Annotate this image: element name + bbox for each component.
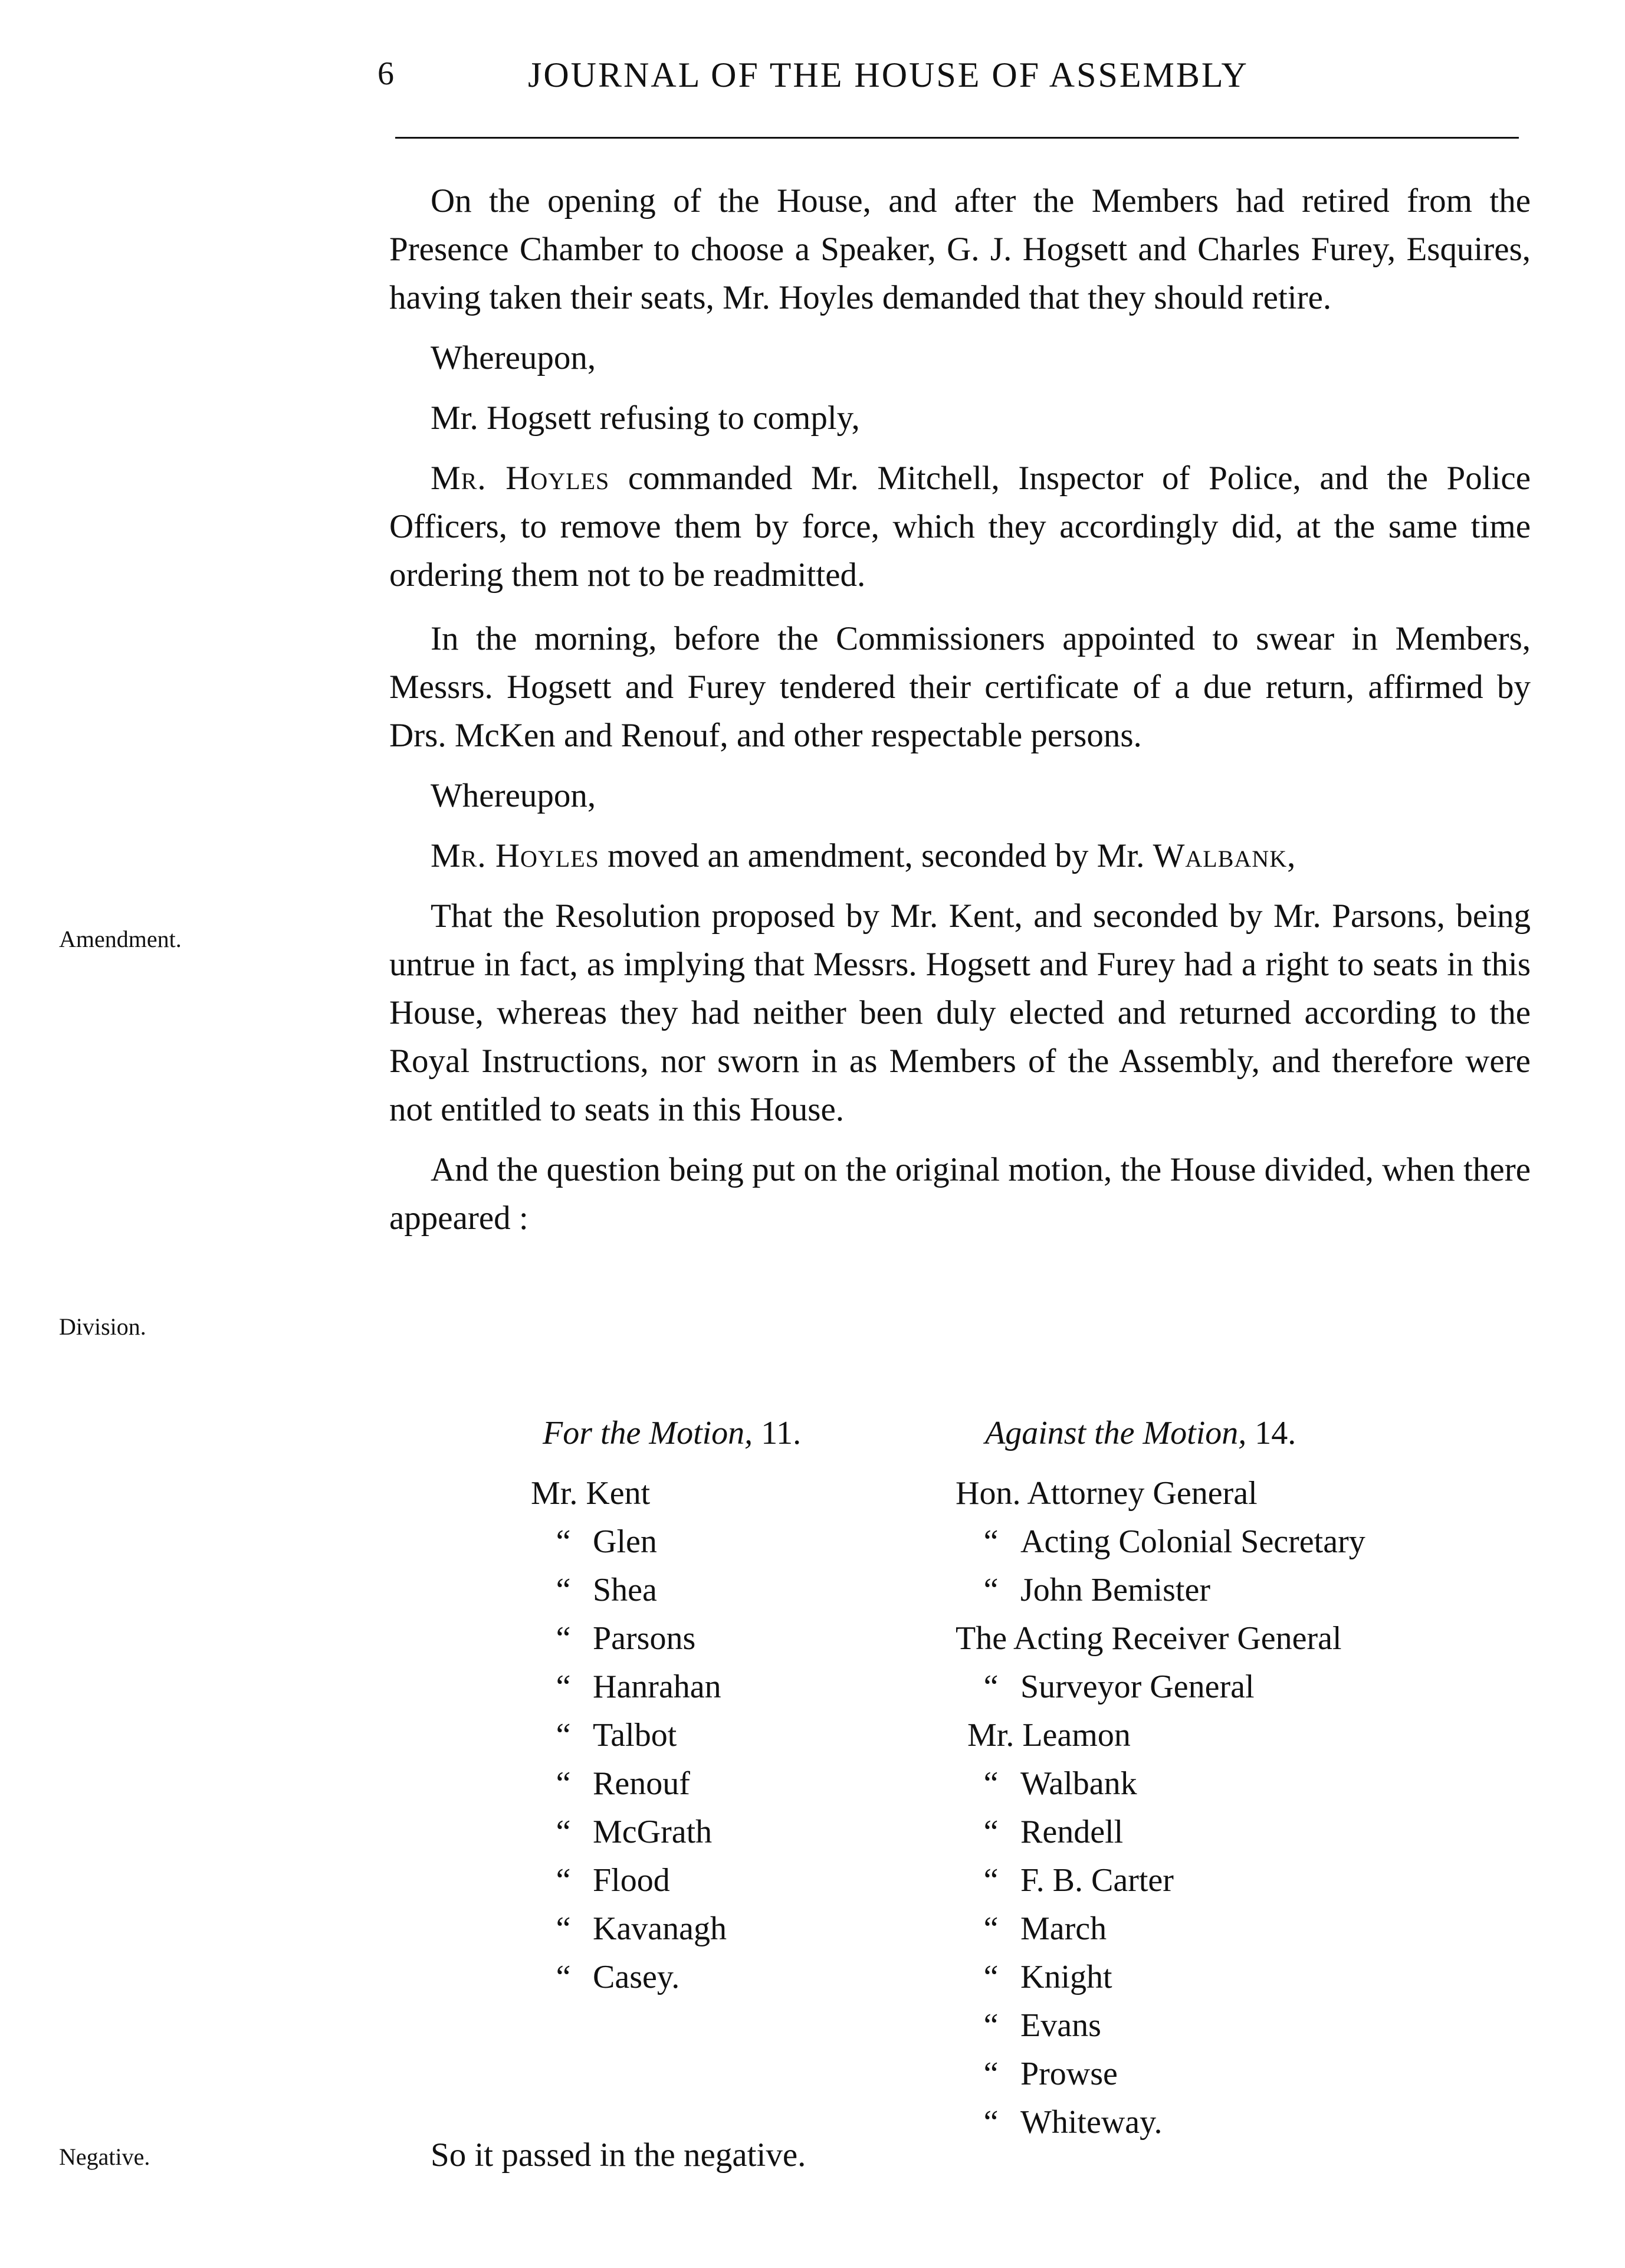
member-name: Whiteway.: [1020, 2104, 1163, 2141]
against-motion-heading: [956, 1409, 1504, 1457]
paragraph-opening: On the opening of the House, and after the Members had retired from the Presence Chamber to choose a Speaker, G. J. Hogsett and Charles Furey, Esquires, having taken their seats, Mr. Hoyles demanded that they should retire.: [389, 182, 1531, 316]
against-member: [956, 1953, 1504, 2001]
for-motion-column: [531, 1409, 914, 2001]
paragraph-question-put: And the question being put on the original motion, the House divided, when there appeared :: [389, 1151, 1531, 1237]
margin-note-division: Division.: [59, 1313, 146, 1340]
member-name: Hon. Attorney General: [956, 1475, 1258, 1512]
ditto-mark: “: [983, 1862, 999, 1899]
paragraph-text: ,: [1287, 837, 1296, 874]
paragraph-amendment-moved: [389, 832, 1531, 880]
member-name: March: [1020, 1910, 1107, 1947]
against-member: [956, 1759, 1504, 1808]
paragraph-whereupon-1: Whereupon,: [431, 339, 596, 376]
against-member: [956, 1905, 1504, 1953]
for-member: [531, 1905, 914, 1953]
ditto-mark: “: [983, 1910, 999, 1947]
paragraph-text: moved an amendment, seconded by Mr.: [599, 837, 1153, 874]
ditto-mark: “: [556, 1814, 571, 1850]
member-name: Acting Colonial Secretary: [1020, 1523, 1365, 1560]
seconder-name: Walbank: [1153, 837, 1288, 874]
paragraph-text: commanded Mr. Mitchell, Inspector of Police, and the Police Officers, to remove them by force, which they accordingly did, at the same time ordering them not to be readmitted.: [389, 460, 1531, 594]
member-name: Flood: [593, 1862, 670, 1899]
member-name: Walbank: [1020, 1765, 1137, 1802]
mover-name: Mr. Hoyles: [431, 837, 599, 874]
member-name: Renouf: [593, 1765, 690, 1802]
member-name: McGrath: [593, 1814, 713, 1850]
against-member: [956, 2098, 1504, 2146]
ditto-mark: “: [556, 1765, 571, 1802]
for-member: [531, 1953, 914, 2001]
for-member: [531, 1518, 914, 1566]
paragraph-morning: In the morning, before the Commissioners appointed to swear in Members, Messrs. Hogsett and Furey tendered their certificate of a due return, affirmed by Drs. McKen and Renouf, and other respectable persons.: [389, 620, 1531, 754]
against-motion-column: [956, 1409, 1504, 2146]
against-member: [956, 1469, 1504, 1518]
against-member: [956, 1856, 1504, 1905]
member-name: Rendell: [1020, 1814, 1124, 1850]
member-name: Casey.: [593, 1959, 680, 1995]
against-member: [956, 1566, 1504, 1614]
member-name: Glen: [593, 1523, 657, 1560]
against-heading-label: Against the Motion,: [985, 1415, 1247, 1451]
margin-note-amendment: Amendment.: [59, 926, 182, 952]
against-member: [956, 1663, 1504, 1711]
member-name: Evans: [1020, 2007, 1101, 2044]
against-member: [956, 2001, 1504, 2050]
against-member: [956, 1808, 1504, 1856]
ditto-mark: “: [556, 1717, 571, 1754]
ditto-mark: “: [983, 1523, 999, 1560]
against-member: [956, 1518, 1504, 1566]
closing-statement: So it passed in the negative.: [431, 2136, 806, 2174]
ditto-mark: “: [556, 1669, 571, 1705]
ditto-mark: “: [983, 1765, 999, 1802]
member-name: Talbot: [593, 1717, 677, 1754]
member-name: Mr. Leamon: [967, 1717, 1131, 1754]
member-name: Parsons: [593, 1620, 696, 1657]
ditto-mark: “: [983, 2104, 999, 2141]
ditto-mark: “: [983, 2007, 999, 2044]
ditto-mark: “: [556, 1910, 571, 1947]
page-number: 6: [377, 55, 394, 92]
for-member: [531, 1856, 914, 1905]
member-name: John Bemister: [1020, 1572, 1210, 1608]
for-member: [531, 1711, 914, 1759]
for-motion-heading: [531, 1409, 914, 1457]
member-name: Hanrahan: [593, 1669, 721, 1705]
ditto-mark: “: [556, 1862, 571, 1899]
for-member: [531, 1469, 914, 1518]
ditto-mark: “: [556, 1523, 571, 1560]
ditto-mark: “: [983, 1959, 999, 1995]
for-member: [531, 1614, 914, 1663]
ditto-mark: “: [556, 1959, 571, 1995]
member-name: Surveyor General: [1020, 1669, 1255, 1705]
against-member: [956, 1711, 1504, 1759]
ditto-mark: “: [983, 1572, 999, 1608]
journal-body: [389, 177, 1531, 1243]
member-name: Shea: [593, 1572, 657, 1608]
against-member: [956, 1614, 1504, 1663]
against-count: 14.: [1246, 1415, 1296, 1451]
paragraph-hoyles-commanded: [389, 454, 1531, 599]
running-title: JOURNAL OF THE HOUSE OF ASSEMBLY: [528, 55, 1249, 94]
header-rule: [395, 137, 1519, 139]
member-name: F. B. Carter: [1020, 1862, 1174, 1899]
ditto-mark: “: [983, 1669, 999, 1705]
paragraph-hogsett-refusing: Mr. Hogsett refusing to comply,: [431, 399, 860, 437]
paragraph-whereupon-2: Whereupon,: [431, 777, 596, 814]
member-name: The Acting Receiver General: [956, 1620, 1342, 1657]
speaker-name: Mr. Hoyles: [431, 460, 610, 497]
ditto-mark: “: [556, 1572, 571, 1608]
member-name: Prowse: [1020, 2056, 1118, 2092]
ditto-mark: “: [983, 1814, 999, 1850]
division-list: [531, 1409, 1504, 2141]
ditto-mark: “: [556, 1620, 571, 1657]
for-heading-label: For the Motion,: [543, 1415, 753, 1451]
member-name: Knight: [1020, 1959, 1112, 1995]
page-header: [377, 50, 1534, 103]
for-member: [531, 1759, 914, 1808]
margin-note-negative: Negative.: [59, 2144, 150, 2170]
for-member: [531, 1663, 914, 1711]
member-name: Kavanagh: [593, 1910, 727, 1947]
for-member: [531, 1808, 914, 1856]
for-member: [531, 1566, 914, 1614]
member-prefix: Mr.: [531, 1475, 578, 1512]
member-name: Kent: [577, 1475, 651, 1512]
paragraph-resolution: That the Resolution proposed by Mr. Kent, and seconded by Mr. Parsons, being untrue in fact, as implying that Messrs. Hogsett and Furey had a right to seats in this House, whereas they had neither been duly elected and returned according to the Royal Instructions, nor sworn in as Members of the Assembly, and therefore were not entitled to seats in this House.: [389, 897, 1531, 1128]
for-count: 11.: [753, 1415, 802, 1451]
ditto-mark: “: [983, 2056, 999, 2092]
against-member: [956, 2050, 1504, 2098]
